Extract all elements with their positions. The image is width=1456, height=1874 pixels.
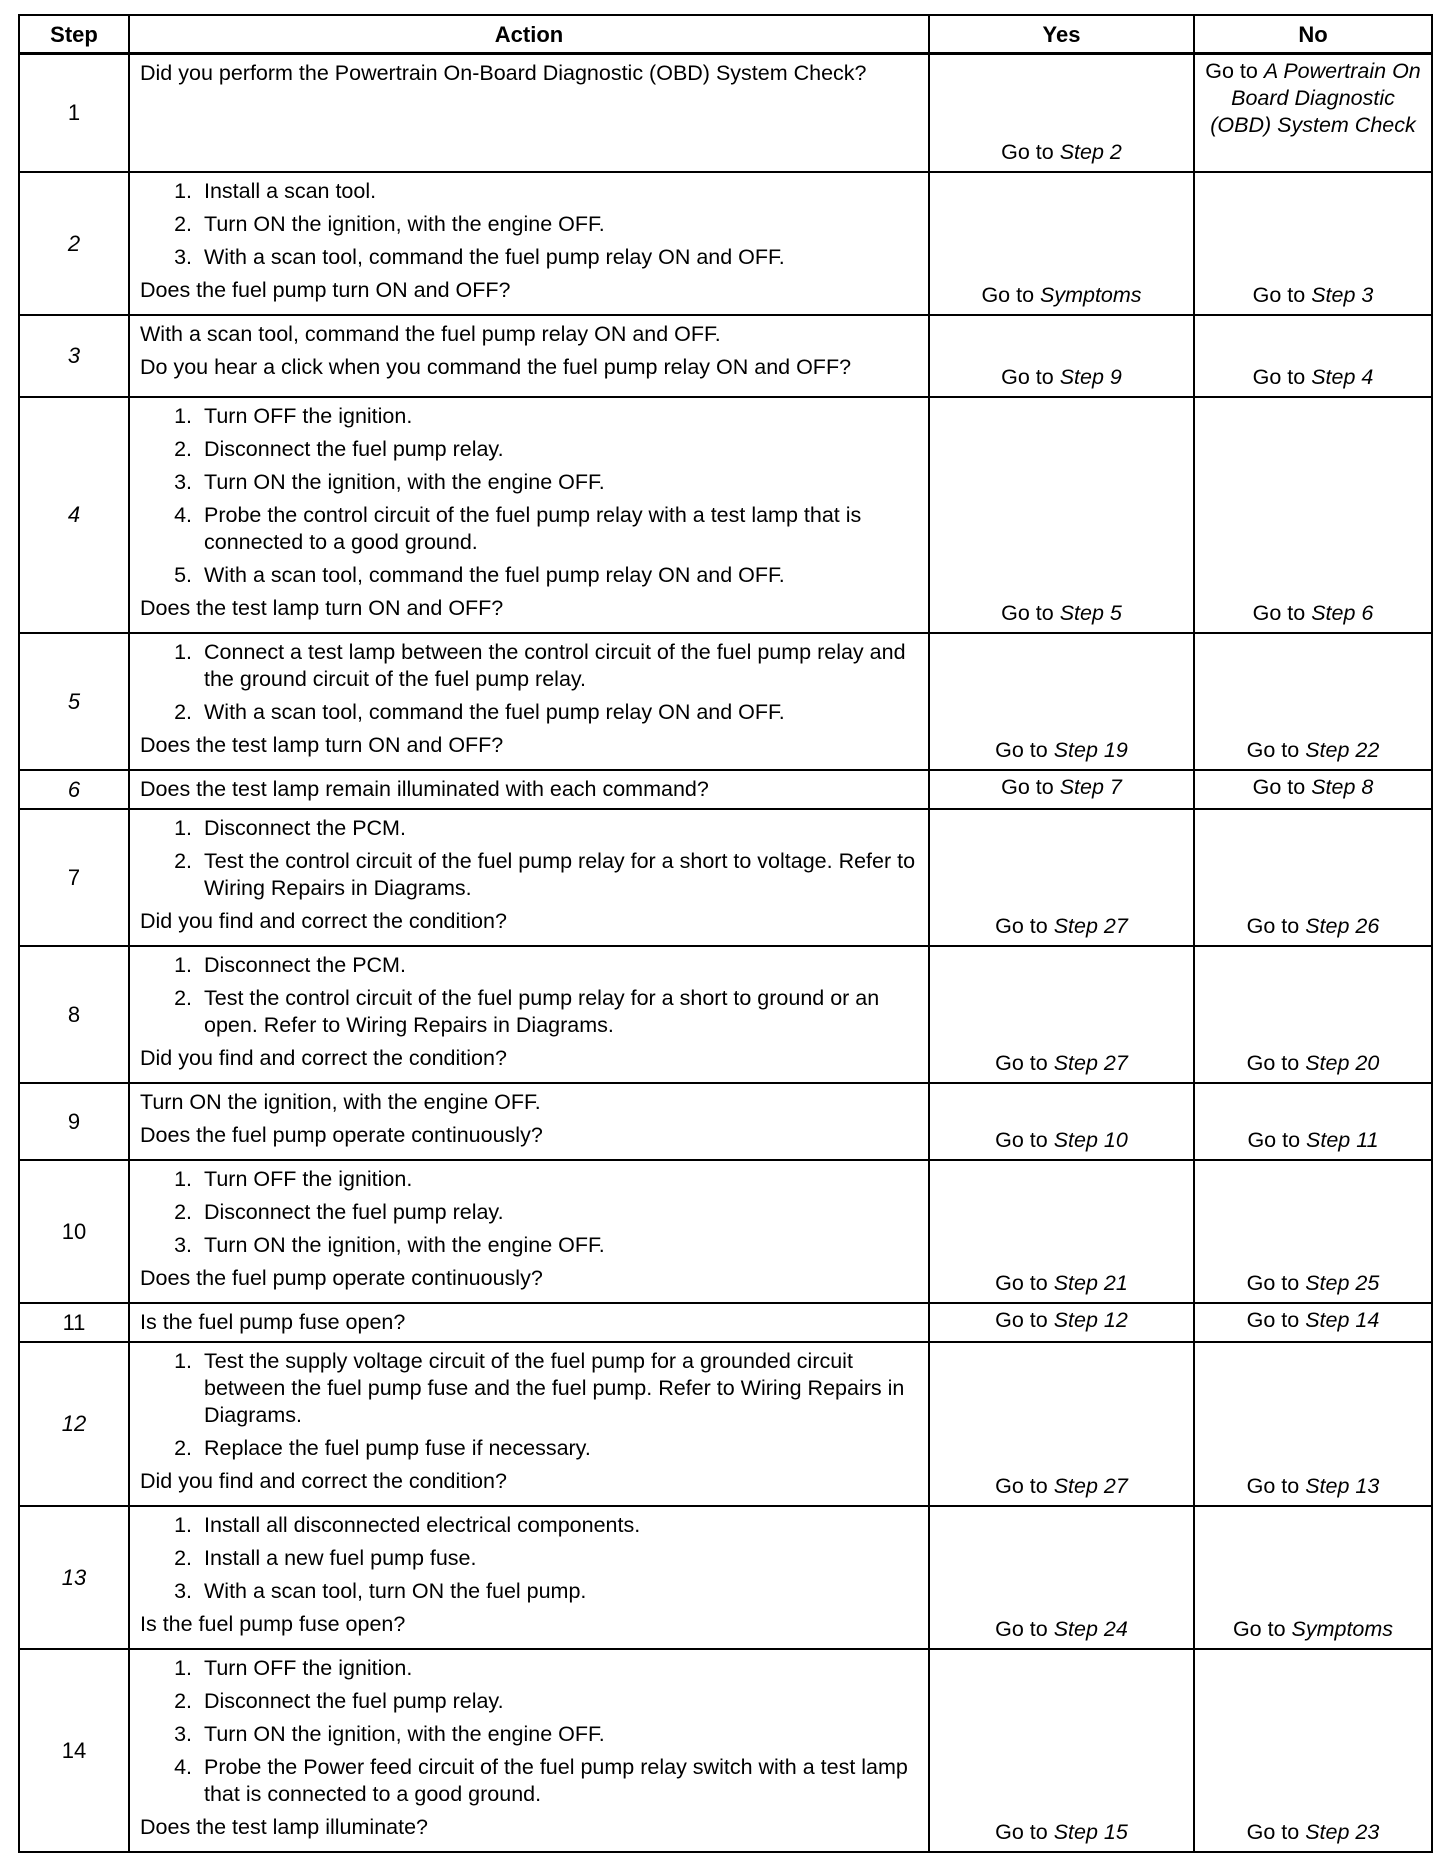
- yes-cell: Go to Step 27: [929, 946, 1194, 1083]
- no-cell: Go to Step 20: [1194, 946, 1432, 1083]
- no-target: Step 13: [1305, 1473, 1380, 1498]
- yes-cell: Go to Symptoms: [929, 172, 1194, 315]
- header-action: Action: [129, 15, 929, 54]
- action-cell: [129, 633, 929, 770]
- action-item: 2. Test the control circuit of the fuel pump relay for a short to voltage. Refer to Wiring Repairs in Diagrams.: [198, 848, 920, 902]
- action-question: Does the test lamp remain illuminated with each command?: [140, 776, 709, 801]
- no-cell: Go to Step 3: [1194, 172, 1432, 315]
- action-question: Does the test lamp turn ON and OFF?: [140, 595, 504, 620]
- yes-target: Step 27: [1053, 1050, 1128, 1075]
- action-item: 3. With a scan tool, turn ON the fuel pump.: [198, 1578, 920, 1605]
- action-steps: [140, 1512, 920, 1605]
- action-item: 3. With a scan tool, command the fuel pump relay ON and OFF.: [198, 244, 920, 271]
- action-steps: [140, 639, 920, 726]
- table-row: [19, 1649, 1432, 1852]
- no-cell: Go to Step 4: [1194, 315, 1432, 397]
- step-number: 4: [19, 397, 129, 633]
- yes-cell: Go to Step 24: [929, 1506, 1194, 1649]
- action-cell: [129, 54, 929, 172]
- action-steps: [140, 952, 920, 1039]
- action-item: 1. Install all disconnected electrical components.: [198, 1512, 920, 1539]
- action-steps: [140, 815, 920, 902]
- action-question: Does the test lamp illuminate?: [140, 1814, 429, 1839]
- action-cell: [129, 315, 929, 397]
- action-cell: [129, 1160, 929, 1303]
- yes-target: Symptoms: [1040, 282, 1142, 307]
- diagnostic-table: [18, 14, 1433, 1853]
- step-number: 9: [19, 1083, 129, 1160]
- diagnostic-document: [18, 14, 1433, 1853]
- action-cell: [129, 1083, 929, 1160]
- no-target: Step 25: [1305, 1270, 1380, 1295]
- step-number: 5: [19, 633, 129, 770]
- table-row: [19, 397, 1432, 633]
- table-row: [19, 809, 1432, 946]
- step-number: 10: [19, 1160, 129, 1303]
- action-intro: Turn ON the ignition, with the engine OFF.: [140, 1089, 541, 1114]
- yes-target: Step 7: [1059, 775, 1122, 799]
- no-target: Step 4: [1311, 364, 1374, 389]
- no-cell: Go to Step 23: [1194, 1649, 1432, 1852]
- step-number: 2: [19, 172, 129, 315]
- action-item: 3. Turn ON the ignition, with the engine OFF.: [198, 1232, 920, 1259]
- table-row: [19, 54, 1432, 172]
- action-cell: [129, 397, 929, 633]
- action-question: Does the fuel pump operate continuously?: [140, 1122, 543, 1147]
- action-item: 3. Turn ON the ignition, with the engine OFF.: [198, 1721, 920, 1748]
- yes-cell: Go to Step 19: [929, 633, 1194, 770]
- no-cell: Go to Step 22: [1194, 633, 1432, 770]
- yes-cell: Go to Step 12: [929, 1303, 1194, 1342]
- action-cell: [129, 1303, 929, 1342]
- action-question: Is the fuel pump fuse open?: [140, 1309, 406, 1334]
- action-question: Does the fuel pump turn ON and OFF?: [140, 277, 511, 302]
- yes-target: Step 27: [1053, 913, 1128, 938]
- no-target: Step 22: [1305, 737, 1380, 762]
- action-item: 1. Test the supply voltage circuit of the fuel pump for a grounded circuit between the fuel pump fuse and the fuel pump. Refer to Wiring Repairs in Diagrams.: [198, 1348, 920, 1429]
- no-target: Step 8: [1311, 775, 1374, 799]
- action-item: 3. Turn ON the ignition, with the engine OFF.: [198, 469, 920, 496]
- action-item: 2. Disconnect the fuel pump relay.: [198, 436, 920, 463]
- no-cell: Go to Step 6: [1194, 397, 1432, 633]
- yes-cell: Go to Step 15: [929, 1649, 1194, 1852]
- action-question: Is the fuel pump fuse open?: [140, 1611, 406, 1636]
- no-cell: Go to Step 25: [1194, 1160, 1432, 1303]
- table-row: [19, 1303, 1432, 1342]
- no-cell: Go to Symptoms: [1194, 1506, 1432, 1649]
- step-number: 13: [19, 1506, 129, 1649]
- action-question: Do you hear a click when you command the fuel pump relay ON and OFF?: [140, 354, 852, 379]
- step-number: 8: [19, 946, 129, 1083]
- action-question: Does the fuel pump operate continuously?: [140, 1265, 543, 1290]
- yes-target: Step 12: [1053, 1308, 1128, 1332]
- yes-cell: Go to Step 21: [929, 1160, 1194, 1303]
- action-intro: Did you perform the Powertrain On-Board Diagnostic (OBD) System Check?: [140, 61, 867, 85]
- yes-target: Step 27: [1053, 1473, 1128, 1498]
- no-target: Step 23: [1305, 1819, 1380, 1844]
- action-cell: [129, 809, 929, 946]
- step-number: 11: [19, 1303, 129, 1342]
- action-item: 1. Disconnect the PCM.: [198, 815, 920, 842]
- table-row: [19, 315, 1432, 397]
- action-question: Did you find and correct the condition?: [140, 1468, 507, 1493]
- table-row: [19, 770, 1432, 809]
- action-cell: [129, 1506, 929, 1649]
- table-row: [19, 946, 1432, 1083]
- action-cell: [129, 1649, 929, 1852]
- action-item: 2. Disconnect the fuel pump relay.: [198, 1688, 920, 1715]
- yes-target: Step 10: [1053, 1127, 1128, 1152]
- yes-target: Step 21: [1053, 1270, 1128, 1295]
- step-number: 6: [19, 770, 129, 809]
- yes-cell: Go to Step 27: [929, 809, 1194, 946]
- no-target: A Powertrain On Board Diagnostic (OBD) System Check: [1210, 59, 1421, 137]
- action-question: Did you find and correct the condition?: [140, 1045, 507, 1070]
- no-cell: Go to Step 26: [1194, 809, 1432, 946]
- action-item: 2. Turn ON the ignition, with the engine OFF.: [198, 211, 920, 238]
- action-item: 1. Disconnect the PCM.: [198, 952, 920, 979]
- yes-cell: Go to Step 5: [929, 397, 1194, 633]
- no-cell: Go to Step 13: [1194, 1342, 1432, 1506]
- table-row: [19, 1083, 1432, 1160]
- table-row: [19, 1506, 1432, 1649]
- action-steps: [140, 178, 920, 271]
- no-cell: Go to Step 14: [1194, 1303, 1432, 1342]
- action-question: Did you find and correct the condition?: [140, 908, 507, 933]
- action-item: 2. With a scan tool, command the fuel pump relay ON and OFF.: [198, 699, 920, 726]
- header-row: [19, 15, 1432, 54]
- action-cell: [129, 770, 929, 809]
- no-target: Step 26: [1305, 913, 1380, 938]
- header-no: No: [1194, 15, 1432, 54]
- yes-cell: Go to Step 10: [929, 1083, 1194, 1160]
- action-item: 1. Install a scan tool.: [198, 178, 920, 205]
- yes-cell: Go to Step 2: [929, 54, 1194, 172]
- no-cell: Go to Step 8: [1194, 770, 1432, 809]
- step-number: 1: [19, 54, 129, 172]
- action-cell: [129, 172, 929, 315]
- yes-cell: Go to Step 7: [929, 770, 1194, 809]
- step-number: 3: [19, 315, 129, 397]
- yes-target: Step 9: [1059, 364, 1122, 389]
- action-item: 2. Replace the fuel pump fuse if necessary.: [198, 1435, 920, 1462]
- action-steps: [140, 1655, 920, 1808]
- action-item: 1. Turn OFF the ignition.: [198, 1166, 920, 1193]
- no-target: Step 11: [1306, 1127, 1379, 1152]
- table-row: [19, 1342, 1432, 1506]
- yes-target: Step 2: [1059, 139, 1122, 164]
- action-steps: [140, 403, 920, 589]
- table-row: [19, 172, 1432, 315]
- no-cell: Go to A Powertrain On Board Diagnostic (OBD) System Check: [1194, 54, 1432, 172]
- yes-target: Step 5: [1059, 600, 1122, 625]
- header-step: Step: [19, 15, 129, 54]
- action-item: 1. Turn OFF the ignition.: [198, 403, 920, 430]
- no-target: Step 14: [1305, 1308, 1380, 1332]
- action-item: 4. Probe the Power feed circuit of the fuel pump relay switch with a test lamp that is connected to a good ground.: [198, 1754, 920, 1808]
- action-question: Does the test lamp turn ON and OFF?: [140, 732, 504, 757]
- header-yes: Yes: [929, 15, 1194, 54]
- action-item: 4. Probe the control circuit of the fuel pump relay with a test lamp that is connected to a good ground.: [198, 502, 920, 556]
- step-number: 7: [19, 809, 129, 946]
- action-item: 2. Install a new fuel pump fuse.: [198, 1545, 920, 1572]
- yes-target: Step 19: [1053, 737, 1128, 762]
- no-cell: Go to Step 11: [1194, 1083, 1432, 1160]
- yes-cell: Go to Step 27: [929, 1342, 1194, 1506]
- no-target: Step 6: [1311, 600, 1374, 625]
- no-target: Symptoms: [1291, 1616, 1394, 1641]
- no-target: Step 20: [1305, 1050, 1380, 1075]
- action-steps: [140, 1166, 920, 1259]
- yes-cell: Go to Step 9: [929, 315, 1194, 397]
- action-item: 1. Connect a test lamp between the control circuit of the fuel pump relay and the ground circuit of the fuel pump relay.: [198, 639, 920, 693]
- step-number: 12: [19, 1342, 129, 1506]
- action-item: 2. Test the control circuit of the fuel pump relay for a short to ground or an open. Refer to Wiring Repairs in Diagrams.: [198, 985, 920, 1039]
- yes-target: Step 15: [1053, 1819, 1128, 1844]
- action-cell: [129, 1342, 929, 1506]
- action-intro: With a scan tool, command the fuel pump relay ON and OFF.: [140, 321, 721, 346]
- action-item: 5. With a scan tool, command the fuel pump relay ON and OFF.: [198, 562, 920, 589]
- action-item: 1. Turn OFF the ignition.: [198, 1655, 920, 1682]
- action-item: 2. Disconnect the fuel pump relay.: [198, 1199, 920, 1226]
- action-steps: [140, 1348, 920, 1462]
- no-target: Step 3: [1311, 282, 1374, 307]
- table-row: [19, 1160, 1432, 1303]
- action-cell: [129, 946, 929, 1083]
- table-row: [19, 633, 1432, 770]
- yes-target: Step 24: [1053, 1616, 1128, 1641]
- step-number: 14: [19, 1649, 129, 1852]
